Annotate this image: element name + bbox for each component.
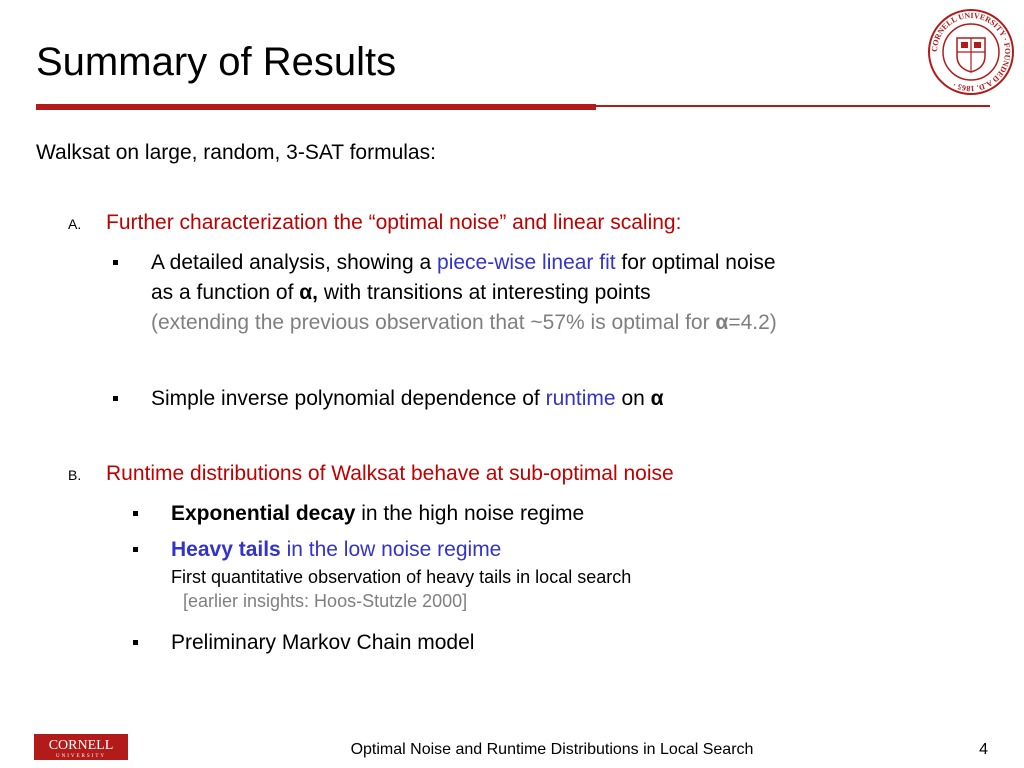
section-a-bullet-1-line-2 [151,278,777,308]
logo-wordmark: CORNELL [48,738,114,753]
alpha-symbol: α [650,387,664,410]
bullet-square-icon [113,396,118,401]
page-number: 4 [979,741,988,758]
bullet-square-icon [133,511,138,516]
section-b-heading [68,461,674,488]
seal-ring-text: CORNELL UNIVERSITY · FOUNDED A.D. 1865 · [929,10,1013,94]
bullet-square-icon [133,640,138,645]
text-segment: in the high noise regime [355,502,585,525]
section-a-bullet-2 [151,384,664,414]
cornell-seal-logo [927,8,1015,96]
section-b-bullet-2-sub-1: First quantitative observation of heavy tails in local search [171,567,632,587]
bullet-square-icon [133,547,138,552]
title-divider-thick [36,104,596,110]
runtime-highlight: runtime [545,387,616,410]
section-b-bullet-1 [171,499,584,529]
text-segment: =4.2) [728,311,777,334]
alpha-symbol: α [715,311,729,334]
text-segment: A detailed analysis, showing a [151,251,438,274]
section-b-bullet-2 [171,535,631,613]
section-a-heading-text: Further characterization the “optimal noise” and linear scaling: [106,211,682,234]
section-b-marker: B. [68,467,82,483]
title-divider-thin [596,105,990,107]
section-b-heading-text: Runtime distributions of Walksat behave at sub-optimal noise [106,462,674,485]
logo-subtext: UNIVERSITY [56,754,106,759]
text-segment: Simple inverse polynomial dependence of [151,387,546,410]
slide-title: Summary of Results [36,40,397,84]
text-segment: Preliminary Markov Chain model [171,631,475,654]
text-segment: on [615,387,651,410]
text-segment: in the low noise regime [280,538,502,561]
section-b-bullet-2-citation: [earlier insights: Hoos-Stutzle 2000] [183,591,468,611]
section-a-heading [68,210,681,237]
section-b-bullet-2-line-1 [171,535,631,565]
exponential-decay-label: Exponential decay [171,502,356,525]
alpha-symbol: α, [299,281,319,304]
section-b-bullet-3 [171,628,474,658]
text-segment: with transitions at interesting points [318,281,651,304]
section-a-bullet-1-line-1 [151,248,777,278]
footer-title: Optimal Noise and Runtime Distributions in Local Search [350,741,754,758]
text-segment: as a function of [151,281,300,304]
piece-wise-linear-fit-highlight: piece-wise linear fit [437,251,616,274]
bullet-square-icon [113,260,118,265]
section-a-bullet-1-line-3 [151,308,777,338]
intro-text: Walksat on large, random, 3-SAT formulas: [36,141,436,164]
heavy-tails-label: Heavy tails [171,538,281,561]
section-a-bullet-1 [151,248,777,338]
text-segment: (extending the previous observation that ~57% is optimal for [151,311,716,334]
text-segment: for optimal noise [615,251,776,274]
section-a-marker: A. [68,216,82,232]
